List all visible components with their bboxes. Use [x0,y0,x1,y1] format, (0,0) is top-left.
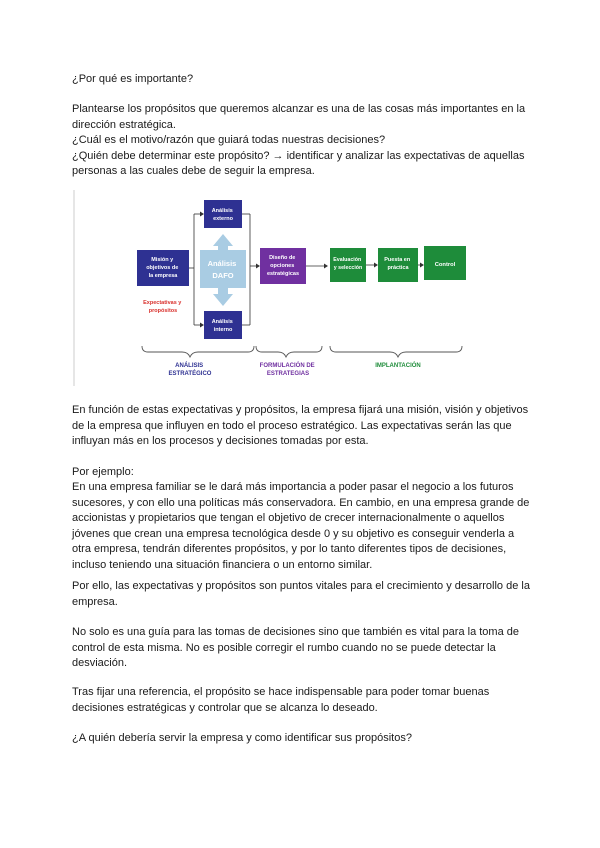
svg-text:Diseño de opciones [267,255,299,277]
analisis-interno-box [204,311,242,339]
control-label: Control [434,262,456,268]
evaluacion-line-2: y selección [333,265,363,271]
dafo-box [200,250,246,288]
intro-line-2: ¿Cuál es el motivo/razón que guiará todas nuestras decisiones? [72,134,386,146]
dafo-arrow-up [213,234,233,252]
ejemplo-title: Por ejemplo: [72,466,134,478]
phase-formulacion-2: ESTRATEGIAS [266,371,310,377]
diseno-line-3: estratégicas [266,271,300,277]
strategy-diagram [72,190,472,386]
dafo-line-1: Análisis [207,259,237,268]
intro-line-3: ¿Quién debe determinar este propósito? → identificar y analizar las expectativas de aquellas personas a las cuales debe de seguir la empresa. [72,149,525,177]
phase-formulacion-1: FORMULACIÓN DE [259,363,315,369]
diseno-line-2: opciones [270,263,295,269]
puesta-line-1: Puesta en [384,257,411,263]
brace-formulacion [256,346,322,357]
mision-line-1: Misión y [151,257,174,263]
dafo-arrow-down [213,288,233,306]
question-final: ¿A quién debería servir la empresa y como identificar sus propósitos? [72,732,412,744]
externo-line-1: Análisis [211,208,233,214]
phase-analisis-2: ESTRATÉGICO [168,371,212,377]
svg-text:Expectativas y propósito [143,300,183,314]
dafo-line-2: DAFO [212,271,234,280]
brace-analisis [142,346,254,357]
heading: ¿Por qué es importante? [72,73,194,85]
externo-line-2: externo [213,216,233,222]
brace-implantacion [330,346,462,357]
phase-analisis-1: ANÁLISIS [175,363,204,369]
interno-line-1: Análisis [211,319,233,325]
para-vitales: Por ello, las expectativas y propósitos son puntos vitales para el crecimiento y desarrollo de la empresa. [72,580,530,608]
svg-text:ANÁLISIS ESTRATÉGICO [169,362,212,377]
intro-line-1: Plantearse los propósitos que queremos alcanzar es una de las cosas más importantes en la dirección estratégica. [72,103,526,131]
intro-block [72,102,532,180]
expectativas-line-2: propósitos [148,308,178,314]
para-guia: No solo es una guía para las tomas de decisiones sino que también es vital para la toma de control de esta misma. No es posible corregir el rumbo cuando no se puede detectar la desviación. [72,626,519,669]
phase-implantacion: IMPLANTACIÓN [375,363,421,369]
evaluacion-line-1: Evaluación [333,257,362,263]
svg-text:FORMULACIÓN DE ESTRATEGI [260,361,317,377]
mision-line-2: objetivos de [146,265,179,271]
para-referencia: Tras fijar una referencia, el propósito se hace indispensable para poder tomar buenas decisiones estratégicas y controlar que se alcanza lo deseado. [72,686,490,714]
interno-line-2: interno [213,327,233,333]
analisis-externo-box [204,200,242,228]
expectativas-line-1: Expectativas y [143,300,182,306]
para-funcion: En función de estas expectativas y propósitos, la empresa fijará una misión, visión y objetivos de la empresa que influyen en todo el proceso estratégico. Las expectativas serán las que influyan más en los procesos y decisiones tomadas por esta. [72,404,529,447]
mision-line-3: la empresa [148,273,178,279]
svg-text:Misión y objetivos de [146,257,180,279]
puesta-line-2: práctica [387,265,409,271]
diseno-line-1: Diseño de [269,255,296,261]
ejemplo-text: En una empresa familiar se le dará más importancia a poder pasar el negocio a los futuros sucesores, y con ello una políticas más conservadora. En cambio, en una empresa grande de accionistas y propietarios que tengan el objetivo de crecer internacionalmente o aquellos jóvenes que crean una empresa tecnológica desde 0 y su objetivo es conseguir venderla a otra empresa, tendrán diferentes propósitos, y por lo tanto diferentes tipos de decisiones, incluso teniendo una situación financiera o un entorno similar. [72,481,530,571]
